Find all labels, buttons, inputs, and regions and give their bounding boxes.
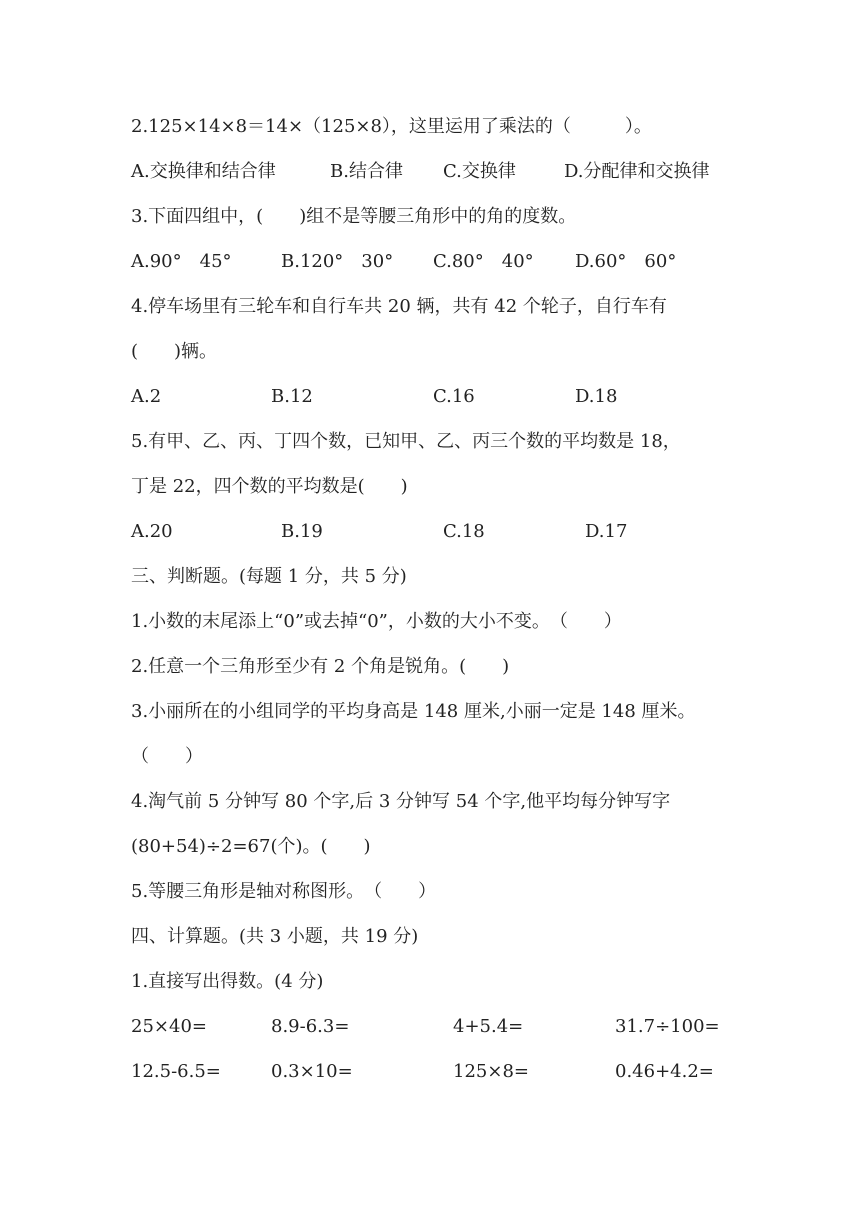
option-b: B.结合律 [330,161,403,182]
calc-item: 25×40= [131,1016,207,1037]
calc-item: 125×8= [453,1061,529,1082]
option-d: D.分配律和交换律 [564,161,710,182]
calc-item: 8.9-6.3= [271,1016,350,1037]
option-d: D.17 [585,521,628,542]
question-3-stem: 3.下面四组中，( )组不是等腰三角形中的角的度数。 [131,206,577,227]
calc-item: 0.3×10= [271,1061,353,1082]
option-d: D.18 [575,386,618,407]
question-5-stem-line-2: 丁是 22，四个数的平均数是( ) [131,476,408,497]
calc-item: 12.5-6.5= [131,1061,221,1082]
calc-1-title: 1.直接写出得数。(4 分) [131,971,324,992]
question-4-stem-line-2: ( )辆。 [131,341,218,362]
option-b: B.19 [281,521,323,542]
option-a: A.90° 45° [131,251,232,272]
option-d: D.60° 60° [575,251,677,272]
true-false-4-line-1: 4.淘气前 5 分钟写 80 个字,后 3 分钟写 54 个字,他平均每分钟写字 [131,791,671,812]
calc-item: 0.46+4.2= [615,1061,714,1082]
option-a: A.2 [131,386,162,407]
option-b: B.120° 30° [281,251,394,272]
true-false-4-line-2: (80+54)÷2=67(个)。( ) [131,836,371,857]
option-c: C.80° 40° [433,251,534,272]
calc-item: 31.7÷100= [615,1016,720,1037]
true-false-1: 1.小数的末尾添上“0”或去掉“0”，小数的大小不变。 （ ） [131,611,622,632]
section-3-title: 三、判断题。(每题 1 分，共 5 分) [131,566,407,587]
true-false-5: 5.等腰三角形是轴对称图形。 （ ） [131,881,437,902]
question-2-stem: 2.125×14×8＝14×（125×8），这里运用了乘法的（ ）。 [131,116,652,137]
section-4-title: 四、计算题。(共 3 小题，共 19 分) [131,926,419,947]
option-a: A.20 [131,521,173,542]
option-c: C.交换律 [443,161,516,182]
calc-item: 4+5.4= [453,1016,524,1037]
option-c: C.18 [443,521,485,542]
option-a: A.交换律和结合律 [131,161,276,182]
true-false-3-line-1: 3.小丽所在的小组同学的平均身高是 148 厘米,小丽一定是 148 厘米。 [131,701,696,722]
question-5-stem-line-1: 5.有甲、乙、丙、丁四个数，已知甲、乙、丙三个数的平均数是 18， [131,431,681,452]
option-b: B.12 [271,386,313,407]
true-false-3-line-2: （ ） [131,746,203,767]
question-4-stem-line-1: 4.停车场里有三轮车和自行车共 20 辆，共有 42 个轮子，自行车有 [131,296,667,317]
true-false-2: 2.任意一个三角形至少有 2 个角是锐角。( ) [131,656,510,677]
option-c: C.16 [433,386,475,407]
